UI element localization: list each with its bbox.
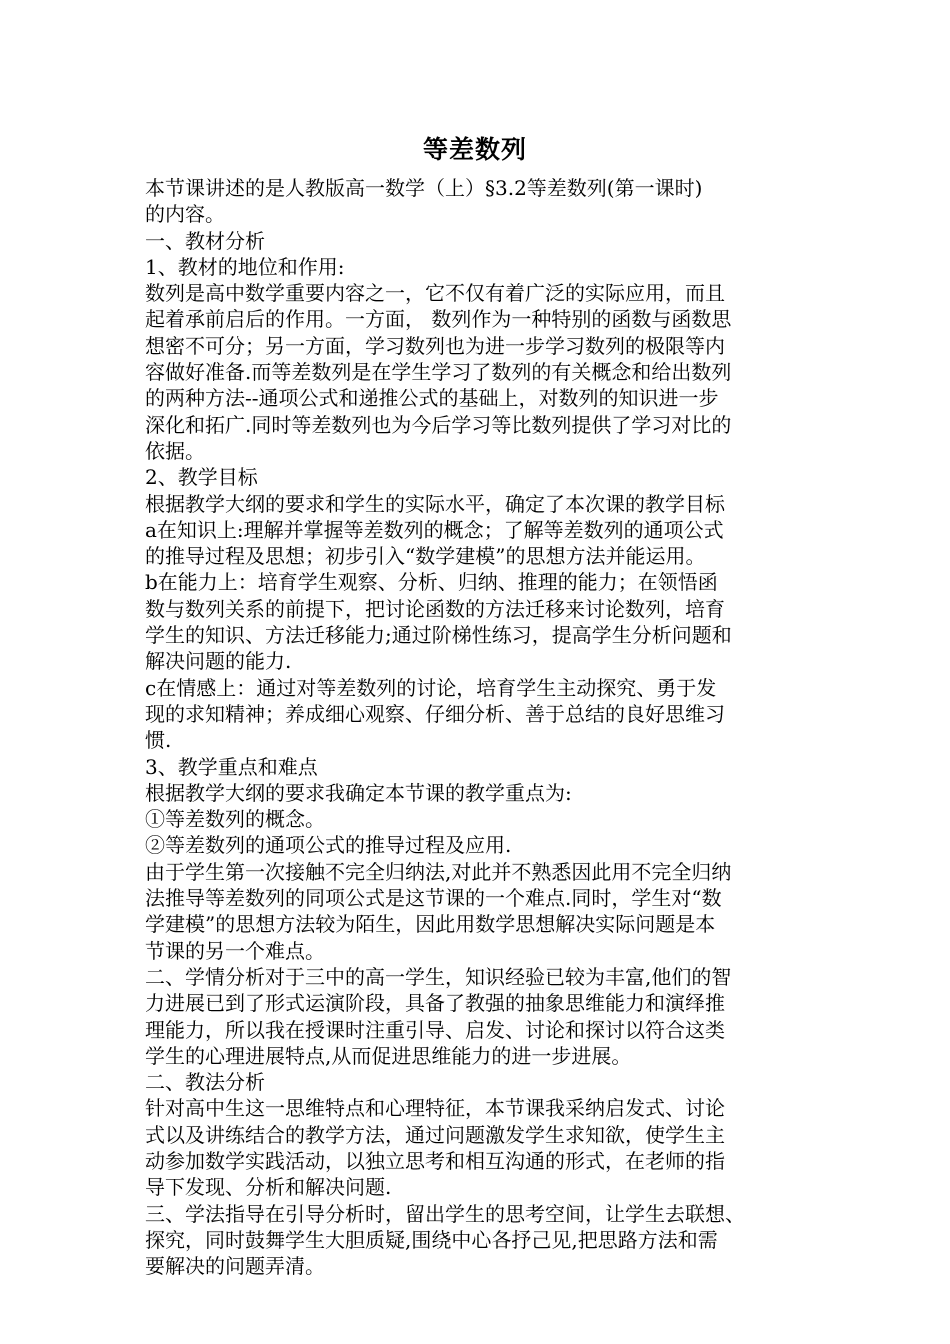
text-line: 学生的心理进展特点,从而促进思维能力的进一步进展。 bbox=[145, 1043, 632, 1068]
text-line: 要解决的问题弄清。 bbox=[145, 1254, 325, 1279]
text-line: 1、教材的地位和作用: bbox=[145, 254, 345, 279]
text-line: 理能力，所以我在授课时注重引导、启发、讨论和探讨以符合这类 bbox=[145, 1017, 725, 1042]
text-line: b在能力上：培育学生观察、分析、归纳、推理的能力；在领悟函 bbox=[145, 570, 718, 595]
text-line: 根据教学大纲的要求我确定本节课的教学重点为: bbox=[145, 780, 572, 805]
text-line: a在知识上:理解并掌握等差数列的概念；了解等差数列的通项公式 bbox=[145, 517, 724, 542]
text-line: 一、教材分析 bbox=[145, 228, 265, 253]
document-title: 等差数列 bbox=[422, 135, 527, 164]
text-line: 学建模”的思想方法较为陌生，因此用数学思想解决实际问题是本 bbox=[145, 912, 716, 937]
text-line: 深化和拓广.同时等差数列也为今后学习等比数列提供了学习对比的 bbox=[145, 412, 732, 437]
text-line: 容做好准备.而等差数列是在学生学习了数列的有关概念和给出数列 bbox=[145, 360, 732, 385]
text-line: 根据教学大纲的要求和学生的实际水平，确定了本次课的教学目标 bbox=[145, 491, 725, 516]
text-line: 由于学生第一次接触不完全归纳法,对此并不熟悉因此用不完全归纳 bbox=[145, 859, 732, 884]
text-line: 的内容。 bbox=[145, 202, 225, 227]
text-line: ①等差数列的概念。 bbox=[145, 807, 325, 832]
text-line: 导下发现、分析和解决问题. bbox=[145, 1175, 392, 1200]
text-line: 现的求知精神；养成细心观察、仔细分析、善于总结的良好思维习 bbox=[145, 701, 725, 726]
text-line: 数列是高中数学重要内容之一，它不仅有着广泛的实际应用，而且 bbox=[145, 281, 725, 306]
text-line: 二、教法分析 bbox=[145, 1070, 265, 1095]
text-line: 起着承前启后的作用。一方面， 数列作为一种特别的函数与函数思 bbox=[145, 307, 732, 332]
text-line: 解决问题的能力. bbox=[145, 649, 292, 674]
text-line: 数与数列关系的前提下，把讨论函数的方法迁移来讨论数列，培育 bbox=[145, 596, 725, 621]
text-line: ②等差数列的通项公式的推导过程及应用. bbox=[145, 833, 512, 858]
text-line: 三、学法指导在引导分析时，留出学生的思考空间，让学生去联想、 bbox=[145, 1201, 745, 1226]
text-line: 二、学情分析对于三中的高一学生，知识经验已较为丰富,他们的智 bbox=[145, 964, 732, 989]
text-line: 的推导过程及思想；初步引入“数学建模”的思想方法并能运用。 bbox=[145, 544, 706, 569]
document-body bbox=[145, 175, 815, 1279]
text-line: 想密不可分；另一方面，学习数列也为进一步学习数列的极限等内 bbox=[145, 333, 725, 358]
text-line: 依据。 bbox=[145, 438, 205, 463]
text-line: 针对高中生这一思维特点和心理特征，本节课我采纳启发式、讨论 bbox=[145, 1096, 725, 1121]
text-line: 力进展已到了形式运演阶段，具备了教强的抽象思维能力和演绎推 bbox=[145, 991, 725, 1016]
text-line: 3、教学重点和难点 bbox=[145, 754, 318, 779]
text-line: 本节课讲述的是人教版高一数学（上）§3.2等差数列(第一课时) bbox=[145, 176, 703, 200]
text-line: c在情感上：通过对等差数列的讨论，培育学生主动探究、勇于发 bbox=[145, 675, 717, 700]
text-line: 的两种方法--通项公式和递推公式的基础上，对数列的知识进一步 bbox=[145, 386, 719, 411]
text-line: 法推导等差数列的同项公式是这节课的一个难点.同时，学生对“数 bbox=[145, 886, 722, 911]
text-line: 惯. bbox=[145, 728, 172, 753]
text-line: 2、教学目标 bbox=[145, 465, 258, 490]
text-line: 节课的另一个难点。 bbox=[145, 938, 325, 963]
text-line: 式以及讲练结合的教学方法，通过问题激发学生求知欲，使学生主 bbox=[145, 1122, 725, 1147]
text-line: 探究，同时鼓舞学生大胆质疑,围绕中心各抒己见,把思路方法和需 bbox=[145, 1227, 718, 1252]
text-line: 动参加数学实践活动，以独立思考和相互沟通的形式，在老师的指 bbox=[145, 1148, 725, 1173]
text-line: 学生的知识、方法迁移能力;通过阶梯性练习，提高学生分析问题和 bbox=[145, 623, 732, 648]
